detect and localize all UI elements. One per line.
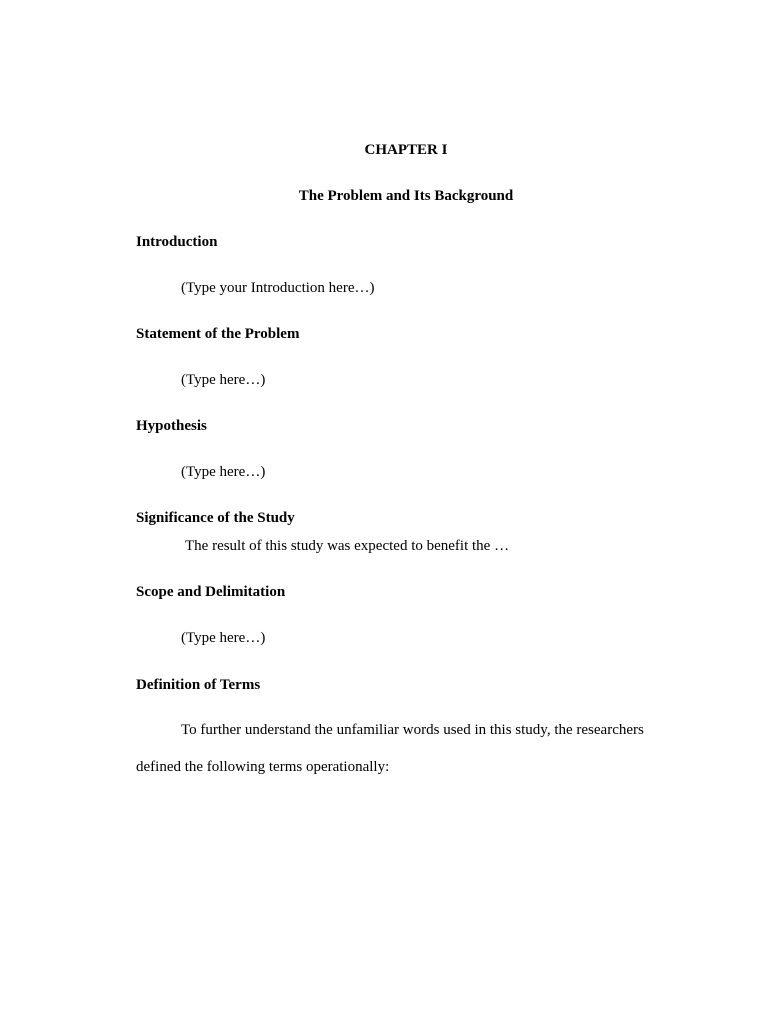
definitions-heading: Definition of Terms (136, 677, 261, 693)
statement-body: (Type here…) (181, 372, 266, 388)
introduction-heading: Introduction (136, 234, 218, 250)
chapter-subtitle: The Problem and Its Background (298, 188, 514, 204)
significance-heading: Significance of the Study (136, 510, 295, 526)
definitions-body-line1: To further understand the unfamiliar words used in this study, the researchers (181, 722, 644, 738)
significance-body: The result of this study was expected to benefit the … (185, 538, 510, 554)
scope-body: (Type here…) (181, 630, 266, 646)
scope-heading: Scope and Delimitation (136, 584, 286, 600)
chapter-title: CHAPTER I (364, 142, 448, 158)
hypothesis-heading: Hypothesis (136, 418, 207, 434)
definitions-body-line2: defined the following terms operationally: (136, 759, 390, 775)
statement-heading: Statement of the Problem (136, 326, 300, 342)
introduction-body: (Type your Introduction here…) (181, 280, 375, 296)
hypothesis-body: (Type here…) (181, 464, 266, 480)
